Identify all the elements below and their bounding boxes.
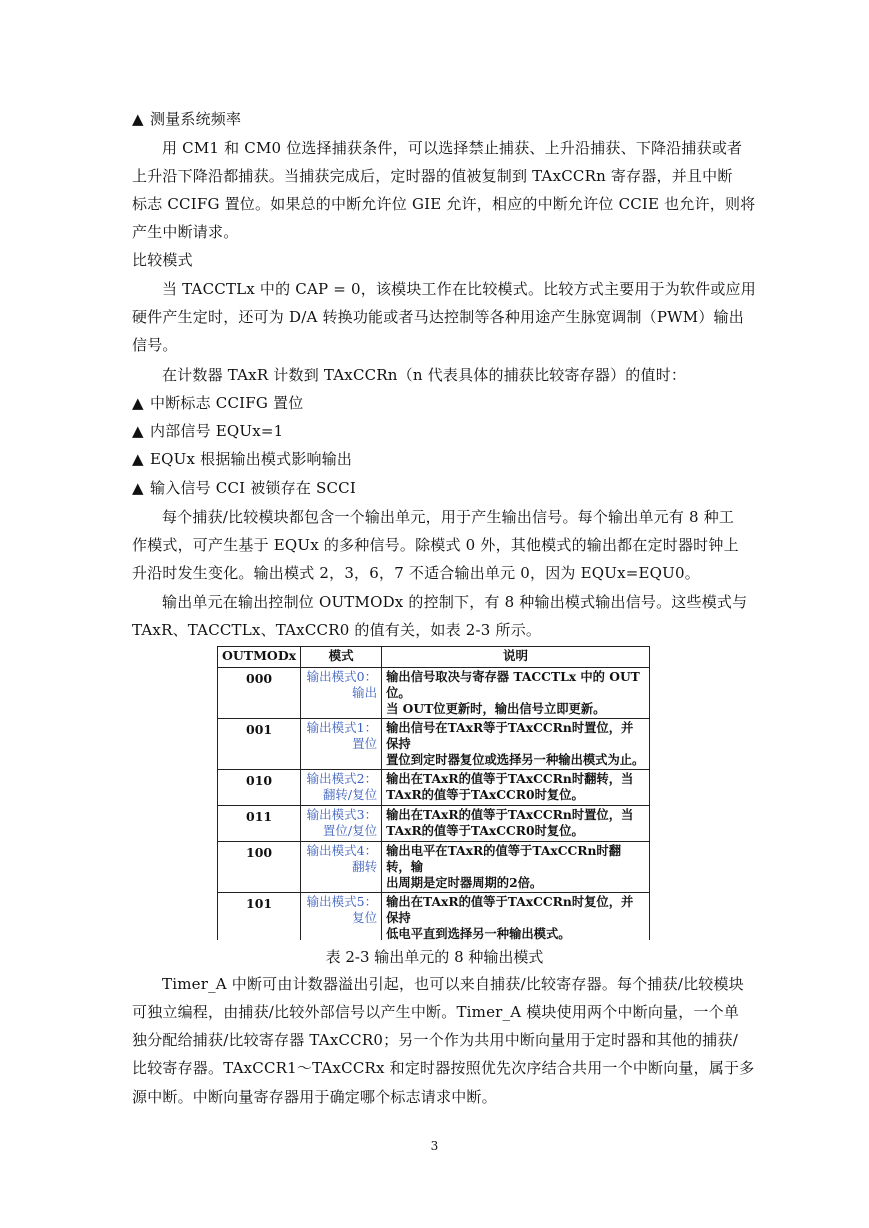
mode-type: 复位 [352,910,378,925]
bullet-item [132,421,738,441]
mode-type: 翻转 [352,859,378,874]
triangle-bullet-icon: ▲ [132,110,144,128]
mode-type: 输出 [352,685,378,700]
mode-description [382,770,650,806]
description-line: 输出电平在TAxR的值等于TAxCCRn时翻转，输 [386,843,622,874]
column-header-outmodx: OUTMODx [218,647,301,668]
paragraph-line: 可独立编程，由捕获/比较外部信号以产生中断。Timer_A 模块使用两个中断向量，一个单 [132,1003,740,1021]
paragraph-line: 输出单元在输出控制位 OUTMODx 的控制下，有 8 种输出模式输出信号。这些模式与 [162,593,748,611]
bullet-item [132,449,738,469]
mode-code: 101 [218,893,301,941]
triangle-bullet-icon: ▲ [132,479,144,497]
mode-type: 翻转/复位 [322,787,378,802]
mode-type: 置位/复位 [322,823,378,838]
mode-label: 输出模式1： [306,720,378,735]
bullet-text: 输入信号 CCI 被锁存在 SCCI [150,479,356,497]
output-modes-table [217,646,651,940]
table-row [218,770,650,806]
mode-name [301,668,382,719]
mode-code: 100 [218,842,301,893]
bullet-text: 内部信号 EQUx=1 [150,422,284,440]
mode-label: 输出模式3： [306,807,378,822]
mode-code: 010 [218,770,301,806]
description-line: TAxR的值等于TAxCCR0时复位。 [386,787,584,802]
paragraph-line: TAxR、TACCTLx、TAxCCR0 的值有关，如表 2-3 所示。 [132,621,542,639]
modes-table [217,646,650,940]
table-row [218,893,650,941]
description-line: TAxR的值等于TAxCCR0时复位。 [386,823,584,838]
table-row [218,668,650,719]
table-header-row [218,647,650,668]
mode-code: 000 [218,668,301,719]
mode-code: 011 [218,806,301,842]
triangle-bullet-icon: ▲ [132,450,144,468]
page-number: 3 [430,1139,439,1153]
paragraph-line: 用 CM1 和 CM0 位选择捕获条件，可以选择禁止捕获、上升沿捕获、下降沿捕获或者 [162,139,743,157]
bullet-text: 中断标志 CCIFG 置位 [150,394,304,412]
triangle-bullet-icon: ▲ [132,422,144,440]
mode-name [301,770,382,806]
mode-description [382,893,650,941]
mode-type: 置位 [352,736,378,751]
paragraph-line: 作模式，可产生基于 EQUx 的多种信号。除模式 0 外，其他模式的输出都在定时器时钟上 [132,536,739,554]
mode-description [382,842,650,893]
column-header-mode: 模式 [301,647,382,668]
paragraph-line: 标志 CCIFG 置位。如果总的中断允许位 GIE 允许，相应的中断允许位 CCIE 也允许，则将 [132,195,756,213]
description-line: 置位到定时器复位或选择另一种输出模式为止。 [386,752,645,767]
description-line: 输出信号取决与寄存器 TACCTLx 中的 OUT位。 [386,669,640,700]
mode-label: 输出模式0： [306,669,378,684]
paragraph-line: 比较寄存器。TAxCCR1～TAxCCRx 和定时器按照优先次序结合共用一个中断向量，属于多 [132,1059,755,1077]
section-heading: 比较模式 [132,251,193,269]
mode-label: 输出模式5： [306,894,378,909]
bullet-heading [132,109,738,129]
description-line: 输出在TAxR的值等于TAxCCRn时翻转，当 [386,771,634,786]
column-header-description: 说明 [382,647,650,668]
paragraph-line: 升沿时发生变化。输出模式 2，3，6，7 不适合输出单元 0，因为 EQUx=EQU0。 [132,564,700,582]
mode-label: 输出模式4： [306,843,378,858]
paragraph-line: 硬件产生定时，还可为 D/A 转换功能或者马达控制等各种用途产生脉宽调制（PWM）输出 [132,308,744,326]
description-line: 输出信号在TAxR等于TAxCCRn时置位，并保持 [386,720,634,751]
mode-description [382,719,650,770]
description-line: 出周期是定时器周期的2倍。 [386,875,543,890]
mode-name [301,719,382,770]
mode-name [301,842,382,893]
paragraph-line: 上升沿下降沿都捕获。当捕获完成后，定时器的值被复制到 TAxCCRn 寄存器，并且中断 [132,167,733,185]
description-line: 输出在TAxR的值等于TAxCCRn时置位，当 [386,807,634,822]
mode-name [301,893,382,941]
bullet-text: EQUx 根据输出模式影响输出 [150,450,353,468]
table-row [218,842,650,893]
bullet-text: 测量系统频率 [150,110,242,128]
table-caption: 表 2-3 输出单元的 8 种输出模式 [325,948,544,966]
paragraph-line: 当 TACCTLx 中的 CAP = 0，该模块工作在比较模式。比较方式主要用于为软件或应用 [162,280,756,298]
paragraph-line: 独分配给捕获/比较寄存器 TAxCCR0；另一个作为共用中断向量用于定时器和其他的捕获/ [132,1031,738,1049]
paragraph-line: 产生中断请求。 [132,223,239,241]
table-row [218,719,650,770]
bullet-item [132,393,738,413]
mode-description [382,668,650,719]
bullet-item [132,478,738,498]
mode-code: 001 [218,719,301,770]
paragraph-line: 信号。 [132,336,178,354]
paragraph-line: Timer_A 中断可由计数器溢出引起，也可以来自捕获/比较寄存器。每个捕获/比较模块 [162,975,744,993]
paragraph-line: 在计数器 TAxR 计数到 TAxCCRn（n 代表具体的捕获比较寄存器）的值时： [162,366,687,384]
mode-label: 输出模式2： [306,771,378,786]
description-line: 当 OUT位更新时，输出信号立即更新。 [386,701,606,716]
table-row [218,806,650,842]
paragraph-line: 源中断。中断向量寄存器用于确定哪个标志请求中断。 [132,1088,497,1106]
mode-name [301,806,382,842]
description-line: 低电平直到选择另一种输出模式。 [386,926,571,940]
description-line: 输出在TAxR的值等于TAxCCRn时复位，并保持 [386,894,634,925]
triangle-bullet-icon: ▲ [132,394,144,412]
paragraph-line: 每个捕获/比较模块都包含一个输出单元，用于产生输出信号。每个输出单元有 8 种工 [162,508,735,526]
mode-description [382,806,650,842]
